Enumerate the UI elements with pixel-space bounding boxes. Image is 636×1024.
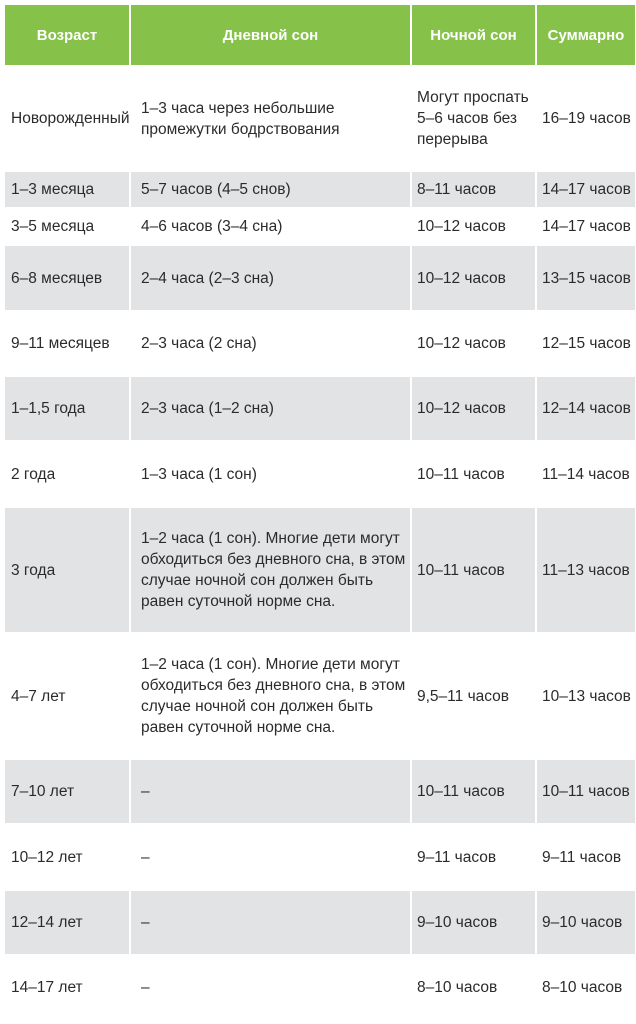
cell-total: 16–19 часов	[536, 66, 636, 171]
cell-total: 14–17 часов	[536, 171, 636, 208]
table-row	[4, 311, 636, 376]
cell-total: 10–13 часов	[536, 633, 636, 759]
cell-age: 2 года	[4, 441, 130, 507]
cell-age: 1–1,5 года	[4, 376, 130, 441]
cell-age: Новорожденный	[4, 66, 130, 171]
cell-night-sleep: 10–11 часов	[411, 759, 536, 824]
cell-night-sleep: 9–11 часов	[411, 824, 536, 890]
cell-age: 14–17 лет	[4, 955, 130, 1020]
cell-total: 11–13 часов	[536, 507, 636, 633]
cell-night-sleep: 10–12 часов	[411, 245, 536, 311]
cell-age: 12–14 лет	[4, 890, 130, 955]
cell-total: 12–15 часов	[536, 311, 636, 376]
cell-night-sleep: 10–12 часов	[411, 208, 536, 245]
cell-night-sleep: 10–11 часов	[411, 441, 536, 507]
cell-day-sleep: 5–7 часов (4–5 снов)	[130, 171, 411, 208]
cell-total: 14–17 часов	[536, 208, 636, 245]
cell-total: 12–14 часов	[536, 376, 636, 441]
cell-total: 13–15 часов	[536, 245, 636, 311]
table-row	[4, 171, 636, 208]
cell-night-sleep: 10–12 часов	[411, 311, 536, 376]
table-row	[4, 245, 636, 311]
header-age: Возраст	[4, 4, 130, 66]
cell-age: 4–7 лет	[4, 633, 130, 759]
table-row	[4, 66, 636, 171]
cell-day-sleep: 1–2 часа (1 сон). Многие дети могут обходиться без дневного сна, в этом случае ночной сон должен быть равен суточной норме сна.	[130, 507, 411, 633]
header-total: Суммарно	[536, 4, 636, 66]
cell-age: 6–8 месяцев	[4, 245, 130, 311]
header-night-sleep: Ночной сон	[411, 4, 536, 66]
sleep-norms-table	[3, 3, 636, 1021]
cell-day-sleep: –	[130, 955, 411, 1020]
table-row	[4, 441, 636, 507]
table-row	[4, 890, 636, 955]
table-row	[4, 955, 636, 1020]
cell-day-sleep: 4–6 часов (3–4 сна)	[130, 208, 411, 245]
cell-total: 9–10 часов	[536, 890, 636, 955]
cell-day-sleep: 1–3 часа (1 сон)	[130, 441, 411, 507]
cell-night-sleep: 8–10 часов	[411, 955, 536, 1020]
cell-total: 8–10 часов	[536, 955, 636, 1020]
cell-age: 3 года	[4, 507, 130, 633]
table-row	[4, 824, 636, 890]
header-row	[4, 4, 636, 66]
table-row	[4, 507, 636, 633]
cell-night-sleep: 10–11 часов	[411, 507, 536, 633]
cell-night-sleep: 9,5–11 часов	[411, 633, 536, 759]
cell-day-sleep: 2–3 часа (2 сна)	[130, 311, 411, 376]
cell-night-sleep: Могут проспать 5–6 часов без перерыва	[411, 66, 536, 171]
cell-night-sleep: 9–10 часов	[411, 890, 536, 955]
cell-day-sleep: –	[130, 759, 411, 824]
cell-age: 9–11 месяцев	[4, 311, 130, 376]
cell-night-sleep: 8–11 часов	[411, 171, 536, 208]
cell-total: 11–14 часов	[536, 441, 636, 507]
cell-age: 7–10 лет	[4, 759, 130, 824]
cell-age: 10–12 лет	[4, 824, 130, 890]
table-row	[4, 376, 636, 441]
table-row	[4, 759, 636, 824]
header-day-sleep: Дневной сон	[130, 4, 411, 66]
cell-night-sleep: 10–12 часов	[411, 376, 536, 441]
cell-age: 1–3 месяца	[4, 171, 130, 208]
table-body	[4, 66, 636, 1020]
cell-day-sleep: –	[130, 890, 411, 955]
cell-total: 10–11 часов	[536, 759, 636, 824]
table-row	[4, 208, 636, 245]
cell-day-sleep: 2–3 часа (1–2 сна)	[130, 376, 411, 441]
cell-day-sleep: 2–4 часа (2–3 сна)	[130, 245, 411, 311]
cell-day-sleep: –	[130, 824, 411, 890]
cell-day-sleep: 1–2 часа (1 сон). Многие дети могут обходиться без дневного сна, в этом случае ночной сон должен быть равен суточной норме сна.	[130, 633, 411, 759]
table-row	[4, 633, 636, 759]
cell-age: 3–5 месяца	[4, 208, 130, 245]
cell-day-sleep: 1–3 часа через небольшие промежутки бодрствования	[130, 66, 411, 171]
cell-total: 9–11 часов	[536, 824, 636, 890]
